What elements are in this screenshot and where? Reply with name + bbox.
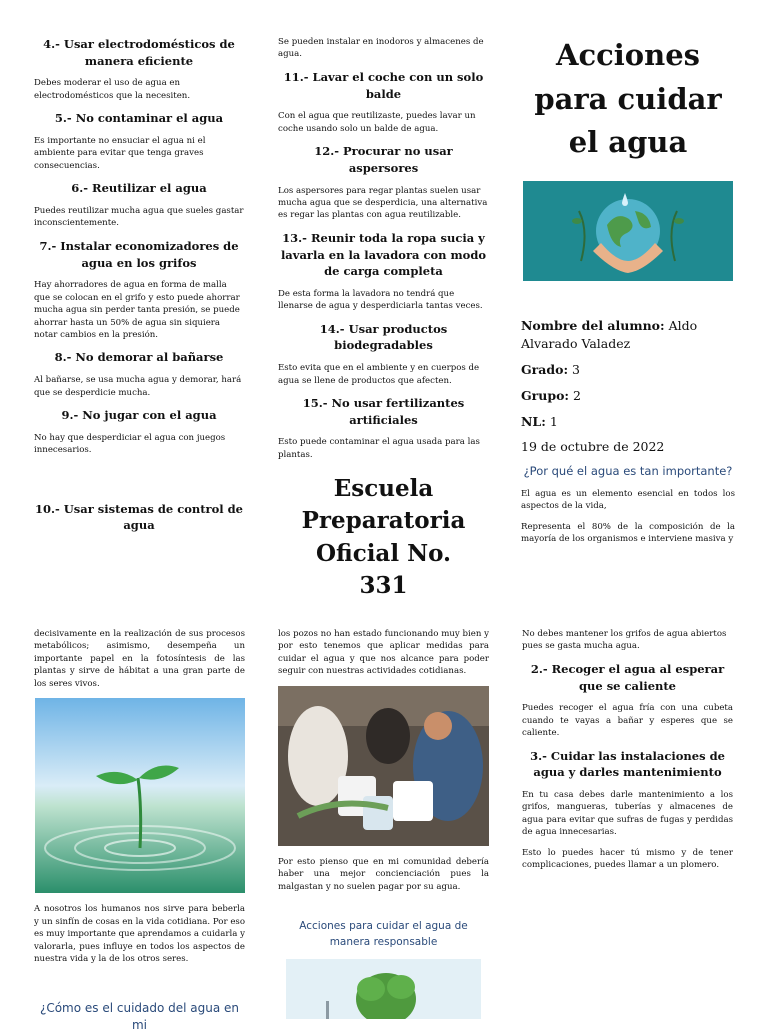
heading-9: 9.- No jugar con el agua: [61, 408, 217, 423]
text-14: Esto evita que en el ambiente y en cuerpos de agua se llene de productos que afecten.: [278, 363, 480, 386]
image-people-buckets: [278, 686, 489, 846]
heading-4: 4.- Usar electrodomésticos de manera eficiente: [43, 37, 235, 68]
text-intro: Se pueden instalar en inodoros y almacenes de agua.: [278, 37, 484, 60]
heading-13: 13.- Reunir toda la ropa sucia y lavarla en la lavadora con modo de carga completa: [280, 230, 487, 279]
school-name: Escuela Preparatoria Oficial No. 331: [301, 475, 466, 599]
text-community: Por esto pienso que en mi comunidad debería haber una mejor concienciación pues la malgastan y no suelen pagar por su agua.: [278, 856, 489, 892]
heading-7: 7.- Instalar economizadores de agua en los grifos: [39, 238, 239, 270]
text-3: En tu casa debes darle mantenimiento a los grifos, mangueras, tuberías y almacenes de agua para evitar que sufras de fugas y perdidas de agua innecesarias.: [522, 789, 733, 838]
grade-label: Grado:: [521, 362, 569, 377]
student-name-field: [521, 317, 735, 355]
heading-6: 6.- Reutilizar el agua: [71, 181, 207, 196]
question-why-water: ¿Por qué el agua es tan importante?: [523, 464, 733, 478]
nl-label: NL:: [521, 413, 546, 429]
date: 19 de octubre de 2022: [521, 439, 665, 455]
text-why-1: El agua es un elemento esencial en todos los aspectos de la vida,: [521, 489, 735, 512]
text-faucets: No debes mantener los grifos de agua abiertos pues se gasta mucha agua.: [522, 629, 727, 652]
heading-8: 8.- No demorar al bañarse: [54, 350, 224, 365]
text-8: Al bañarse, se usa mucha agua y demorar, hará que se desperdicie mucha.: [34, 375, 242, 398]
nl-field: [521, 413, 735, 432]
text-6: Puedes reutilizar mucha agua que sueles gastar inconscientemente.: [34, 205, 244, 229]
heading-3: 3.- Cuidar las instalaciones de agua y darles mantenimiento: [530, 748, 725, 780]
text-metabolic: decisivamente en la realización de sus procesos metabólicos; asimismo, desempeña un importante papel en la fotosíntesis de las plantas y sirve de hábitat a una gran parte de los seres vivos.: [34, 629, 245, 689]
heading-15: 15.- No usar fertilizantes artificiales: [302, 396, 465, 427]
text-wells: los pozos no han estado funcionando muy bien y por esto tenemos que aplicar medidas para cuidar el agua y que nos alcance para poder seguir con nuestras actividades cotidianas.: [278, 629, 489, 677]
group-label: Grupo:: [521, 387, 570, 403]
group-field: [521, 387, 735, 406]
text-5: Es importante no ensuciar el agua ni el ambiente para evitar que tenga graves consecuencias.: [34, 135, 206, 171]
panel-bottom-middle: [278, 628, 489, 1019]
heading-12: 12.- Procurar no usar aspersores: [314, 144, 453, 175]
text-7: Hay ahorradores de agua en forma de malla que se colocan en el grifo y esto puede ahorrar mucha agua sin perder tanta presión, se puede ahorrar hasta un 50% de agua sin siquiera notar cambios en la presión.: [34, 280, 240, 341]
brochure-title: Acciones para cuidar el agua: [534, 38, 722, 159]
text-3b: Esto lo puedes hacer tú mismo y de tener complicaciones, puedes llamar a un plomero.: [522, 847, 733, 871]
image-water-sprout: [35, 698, 245, 893]
text-13: De esta forma la lavadora no tendrá que llenarse de agua y desperdiciarla tantas veces.: [278, 288, 483, 312]
text-humans: A nosotros los humanos nos sirve para beberla y un sinfín de cosas en la vida cotidiana. Por eso es muy importante que aprendamos a cuidarla y valorarla, pues influye en todos los aspectos de nuestra vida y la de los otros seres.: [34, 904, 246, 965]
question-community-care: ¿Cómo es el cuidado del agua en mi: [39, 1001, 240, 1032]
group-value: 2: [573, 387, 581, 403]
heading-10: 10.- Usar sistemas de control de agua: [34, 501, 243, 533]
nl-value: 1: [549, 413, 558, 429]
text-11: Con el agua que reutilizaste, puedes lavar un coche usando solo un balde de agua.: [278, 111, 476, 134]
text-9: No hay que desperdiciar el agua con juegos innecesarios.: [34, 432, 226, 456]
heading-14: 14.- Usar productos biodegradables: [319, 321, 448, 353]
heading-2: 2.- Recoger el agua al esperar que se caliente: [530, 661, 725, 693]
image-tree: [286, 959, 481, 1019]
text-why-2: Representa el 80% de la composición de la mayoría de los organismos e interviene masiva y: [521, 521, 735, 545]
panel-bottom-left: [34, 628, 245, 974]
heading-5: 5.- No contaminar el agua: [54, 111, 224, 126]
panel-top-left: [34, 36, 244, 542]
text-15: Esto puede contaminar el agua usada para las plantas.: [278, 437, 480, 460]
panel-top-middle: [278, 36, 489, 602]
text-2: Puedes recoger el agua fría con una cubeta cuando te vayas a bañar y esperes que se caliente.: [522, 703, 733, 739]
grade-value: 3: [572, 362, 580, 377]
cover-image-hands-earth: [523, 181, 733, 281]
caption-responsible: Acciones para cuidar el agua de manera responsable: [299, 920, 468, 948]
text-12: Los aspersores para regar plantas suelen usar mucha agua que se desperdicia, una alternativa es regar las plantas con agua reutilizable.: [278, 185, 488, 221]
panel-top-right: [521, 34, 735, 554]
text-4: Debes moderar el uso de agua en electrodomésticos que la necesiten.: [34, 78, 191, 101]
student-name-label: Nombre del alumno:: [521, 317, 665, 333]
panel-bottom-right: [522, 628, 733, 880]
student-name-value: Aldo Alvarado Valadez: [521, 317, 698, 352]
heading-11: 11.- Lavar el coche con un solo balde: [283, 69, 484, 101]
grade-field: [521, 361, 735, 380]
